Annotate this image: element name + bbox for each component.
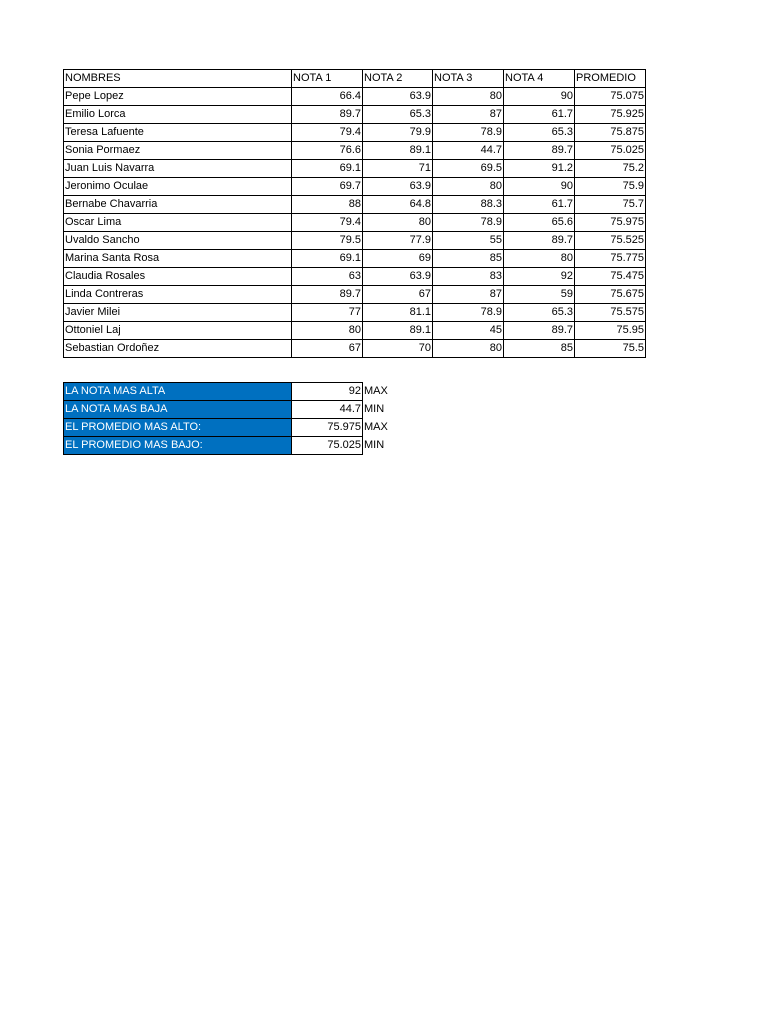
cell-nota-1[interactable]: 89.7: [292, 106, 363, 124]
cell-promedio[interactable]: 75.925: [575, 106, 646, 124]
cell-name[interactable]: Sonia Pormaez: [64, 142, 292, 160]
cell-nota-1[interactable]: 89.7: [292, 286, 363, 304]
cell-nota-2[interactable]: 65.3: [363, 106, 433, 124]
cell-nota-2[interactable]: 89.1: [363, 142, 433, 160]
cell-promedio[interactable]: 75.775: [575, 250, 646, 268]
cell-nota-4[interactable]: 65.6: [504, 214, 575, 232]
cell-nota-4[interactable]: 65.3: [504, 304, 575, 322]
summary-label[interactable]: EL PROMEDIO MAS BAJO:: [64, 437, 292, 455]
cell-name[interactable]: Marina Santa Rosa: [64, 250, 292, 268]
cell-nota-1[interactable]: 88: [292, 196, 363, 214]
grades-table-body: [64, 70, 646, 358]
cell-nota-3[interactable]: 78.9: [433, 304, 504, 322]
header-nota-1[interactable]: NOTA 1: [292, 70, 363, 88]
cell-nota-2[interactable]: 63.9: [363, 268, 433, 286]
cell-nota-1[interactable]: 69.7: [292, 178, 363, 196]
cell-nota-2[interactable]: 77.9: [363, 232, 433, 250]
cell-nota-3[interactable]: 78.9: [433, 214, 504, 232]
cell-nota-1[interactable]: 66.4: [292, 88, 363, 106]
cell-nota-4[interactable]: 80: [504, 250, 575, 268]
cell-name[interactable]: Teresa Lafuente: [64, 124, 292, 142]
table-row: [64, 286, 646, 304]
cell-name[interactable]: Claudia Rosales: [64, 268, 292, 286]
summary-table: [63, 382, 403, 455]
cell-nota-2[interactable]: 79.9: [363, 124, 433, 142]
cell-promedio[interactable]: 75.95: [575, 322, 646, 340]
cell-promedio[interactable]: 75.525: [575, 232, 646, 250]
cell-nota-4[interactable]: 89.7: [504, 232, 575, 250]
cell-nota-1[interactable]: 77: [292, 304, 363, 322]
cell-nota-3[interactable]: 87: [433, 286, 504, 304]
cell-nota-1[interactable]: 79.4: [292, 214, 363, 232]
cell-promedio[interactable]: 75.875: [575, 124, 646, 142]
cell-nota-3[interactable]: 85: [433, 250, 504, 268]
cell-nota-4[interactable]: 89.7: [504, 322, 575, 340]
cell-nota-1[interactable]: 67: [292, 340, 363, 358]
cell-nota-3[interactable]: 80: [433, 178, 504, 196]
cell-nota-4[interactable]: 61.7: [504, 106, 575, 124]
cell-name[interactable]: Jeronimo Oculae: [64, 178, 292, 196]
cell-name[interactable]: Bernabe Chavarria: [64, 196, 292, 214]
summary-function[interactable]: MAX: [364, 385, 388, 397]
cell-nota-1[interactable]: 69.1: [292, 250, 363, 268]
summary-row: [64, 383, 403, 401]
cell-nota-1[interactable]: 69.1: [292, 160, 363, 178]
cell-nota-4[interactable]: 91.2: [504, 160, 575, 178]
cell-nota-3[interactable]: 44.7: [433, 142, 504, 160]
cell-nota-2[interactable]: 89.1: [363, 322, 433, 340]
cell-name[interactable]: Emilio Lorca: [64, 106, 292, 124]
table-row: [64, 142, 646, 160]
cell-name[interactable]: Ottoniel Laj: [64, 322, 292, 340]
summary-function[interactable]: MAX: [364, 421, 388, 433]
cell-name[interactable]: Sebastian Ordoñez: [64, 340, 292, 358]
summary-table-body: [64, 383, 403, 455]
header-promedio[interactable]: PROMEDIO: [575, 70, 646, 88]
cell-name[interactable]: Uvaldo Sancho: [64, 232, 292, 250]
cell-promedio[interactable]: 75.5: [575, 340, 646, 358]
cell-nota-1[interactable]: 79.5: [292, 232, 363, 250]
cell-nota-4[interactable]: 90: [504, 178, 575, 196]
cell-nota-4[interactable]: 59: [504, 286, 575, 304]
summary-function[interactable]: MIN: [364, 403, 385, 415]
summary-value[interactable]: 75.025: [292, 437, 363, 455]
cell-nota-3[interactable]: 80: [433, 340, 504, 358]
cell-nota-4[interactable]: 90: [504, 88, 575, 106]
cell-nota-1[interactable]: 63: [292, 268, 363, 286]
summary-label[interactable]: EL PROMEDIO MAS ALTO:: [64, 419, 292, 437]
cell-nota-3[interactable]: 80: [433, 88, 504, 106]
cell-nota-3[interactable]: 45: [433, 322, 504, 340]
table-row: [64, 322, 646, 340]
cell-promedio[interactable]: 75.9: [575, 178, 646, 196]
table-row: [64, 304, 646, 322]
cell-nota-1[interactable]: 79.4: [292, 124, 363, 142]
cell-nota-3[interactable]: 88.3: [433, 196, 504, 214]
cell-promedio[interactable]: 75.7: [575, 196, 646, 214]
cell-nota-4[interactable]: 61.7: [504, 196, 575, 214]
cell-promedio[interactable]: 75.675: [575, 286, 646, 304]
summary-row: [64, 401, 403, 419]
cell-promedio[interactable]: 75.075: [575, 88, 646, 106]
summary-label[interactable]: LA NOTA MAS ALTA: [64, 383, 292, 401]
cell-nota-3[interactable]: 78.9: [433, 124, 504, 142]
cell-name[interactable]: Oscar Lima: [64, 214, 292, 232]
cell-nota-4[interactable]: 85: [504, 340, 575, 358]
cell-nota-2[interactable]: 63.9: [363, 88, 433, 106]
cell-name[interactable]: Juan Luis Navarra: [64, 160, 292, 178]
table-row: [64, 106, 646, 124]
table-row: [64, 178, 646, 196]
table-row: [64, 196, 646, 214]
cell-nota-2[interactable]: 81.1: [363, 304, 433, 322]
cell-nota-1[interactable]: 76.6: [292, 142, 363, 160]
cell-nota-3[interactable]: 55: [433, 232, 504, 250]
summary-function[interactable]: MIN: [364, 439, 385, 451]
header-nota-2[interactable]: NOTA 2: [363, 70, 433, 88]
cell-promedio[interactable]: 75.575: [575, 304, 646, 322]
grades-table: [63, 69, 646, 358]
cell-nota-3[interactable]: 83: [433, 268, 504, 286]
cell-nota-3[interactable]: 69.5: [433, 160, 504, 178]
table-row: [64, 124, 646, 142]
cell-nota-4[interactable]: 92: [504, 268, 575, 286]
cell-nota-4[interactable]: 65.3: [504, 124, 575, 142]
cell-promedio[interactable]: 75.025: [575, 142, 646, 160]
cell-nota-2[interactable]: 80: [363, 214, 433, 232]
table-row: [64, 268, 646, 286]
summary-value[interactable]: 92: [292, 383, 363, 401]
table-row: [64, 232, 646, 250]
cell-nota-1[interactable]: 80: [292, 322, 363, 340]
cell-name[interactable]: Pepe Lopez: [64, 88, 292, 106]
cell-nota-2[interactable]: 71: [363, 160, 433, 178]
table-row: [64, 160, 646, 178]
cell-nota-2[interactable]: 70: [363, 340, 433, 358]
summary-row: [64, 437, 403, 455]
cell-promedio[interactable]: 75.2: [575, 160, 646, 178]
table-row: [64, 340, 646, 358]
cell-nota-2[interactable]: 63.9: [363, 178, 433, 196]
table-row: [64, 250, 646, 268]
summary-value[interactable]: 44.7: [292, 401, 363, 419]
cell-name[interactable]: Linda Contreras: [64, 286, 292, 304]
summary-value[interactable]: 75.975: [292, 419, 363, 437]
summary-row: [64, 419, 403, 437]
table-row: [64, 214, 646, 232]
cell-name[interactable]: Javier Milei: [64, 304, 292, 322]
cell-nota-2[interactable]: 67: [363, 286, 433, 304]
header-row: [64, 70, 646, 88]
cell-promedio[interactable]: 75.475: [575, 268, 646, 286]
cell-nota-2[interactable]: 69: [363, 250, 433, 268]
header-nota-4[interactable]: NOTA 4: [504, 70, 575, 88]
header-nombres[interactable]: NOMBRES: [64, 70, 292, 88]
header-nota-3[interactable]: NOTA 3: [433, 70, 504, 88]
cell-promedio[interactable]: 75.975: [575, 214, 646, 232]
cell-nota-3[interactable]: 87: [433, 106, 504, 124]
cell-nota-4[interactable]: 89.7: [504, 142, 575, 160]
cell-nota-2[interactable]: 64.8: [363, 196, 433, 214]
summary-label[interactable]: LA NOTA MAS BAJA: [64, 401, 292, 419]
table-row: [64, 88, 646, 106]
